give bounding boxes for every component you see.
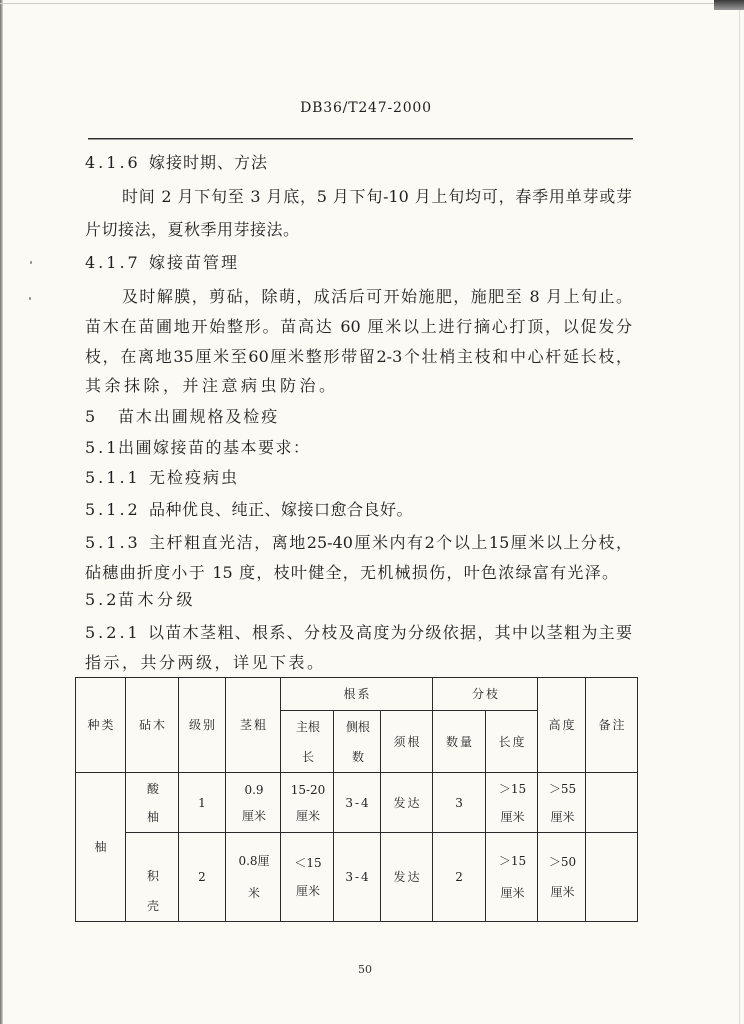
cell-main-root-length-text: 15-20厘米 [290, 782, 326, 823]
table-row [76, 833, 638, 922]
paragraph-line: 时间 2 月下旬至 3 月底，5 月下旬-10 月上旬均可，春季用单芽或芽 [122, 187, 632, 206]
cell-branch-length-text: ＞15厘米 [498, 854, 527, 900]
section-5-1-1-item [85, 467, 632, 489]
section-5-1-2-item [85, 499, 632, 521]
header-root-system: 根系 [281, 678, 433, 711]
cell-stem-diameter [226, 773, 281, 833]
section-title: 嫁接苗管理 [149, 253, 240, 272]
header-grade: 级别 [179, 678, 226, 773]
cell-fibrous-root: 发达 [381, 833, 433, 922]
header-main-root-length-label: 主根长 [295, 719, 320, 764]
cell-height [538, 773, 586, 833]
paragraph-line: 苗木在苗圃地开始整形。苗高达 60 厘米以上进行摘心打顶，以促发分 [85, 317, 632, 336]
page-number: 50 [358, 963, 372, 976]
cell-main-root-length-text: ＜15厘米 [294, 856, 322, 898]
table-row [76, 773, 638, 833]
cell-remarks [586, 773, 638, 833]
header-remarks: 备注 [586, 678, 638, 773]
section-title: 嫁接时期、方法 [149, 153, 269, 172]
cell-stem-diameter-text: 0.9厘米 [241, 782, 266, 823]
cell-branch-count: 2 [433, 833, 486, 922]
section-title: 苗木出圃规格及检疫 [118, 407, 280, 426]
cell-rootstock-text: 积壳 [146, 869, 159, 913]
section-number: 5 [85, 407, 99, 426]
paragraph-line: 及时解膜，剪砧，除萌，成活后可开始施肥，施肥至 8 月上旬止。 [122, 287, 632, 306]
paragraph-line: 主杆粗直光洁，离地25-40厘米内有2个以上15厘米以上分枝， [149, 533, 632, 552]
header-rootstock: 砧木 [126, 678, 179, 773]
cell-branch-count: 3 [433, 773, 486, 833]
cell-branch-length [486, 833, 538, 922]
header-species: 种类 [76, 678, 126, 773]
table-body [76, 678, 638, 922]
cell-fibrous-root: 发达 [381, 773, 433, 833]
section-number: 5.2.1 [85, 623, 141, 642]
scan-edge-top [0, 3, 744, 4]
section-4-1-6-heading [85, 152, 632, 174]
section-title: 出圃嫁接苗的基本要求： [118, 438, 311, 457]
section-number: 5.1.3 [85, 533, 141, 552]
cell-lateral-root-count: 3-4 [334, 773, 381, 833]
scan-speck [29, 297, 31, 300]
paragraph-line: 指示，共分两级，详见下表。 [85, 653, 326, 672]
cell-rootstock [126, 833, 179, 922]
section-4-1-7-heading [85, 252, 632, 274]
cell-grade: 1 [179, 773, 226, 833]
cell-branch-length-text: ＞15厘米 [498, 781, 527, 824]
paragraph-line: 其余抹除，并注意病虫防治。 [85, 376, 339, 395]
cell-rootstock-text: 酸柚 [146, 781, 159, 824]
cell-height [538, 833, 586, 922]
scan-corner-shadow [714, 0, 744, 10]
header-lateral-root-count-label: 侧根数 [345, 719, 370, 764]
cell-stem-diameter-text: 0.8厘米 [238, 854, 270, 900]
section-title: 无检疫病虫 [149, 468, 240, 487]
section-5-1-3-item [85, 532, 632, 554]
cell-height-text: ＞55厘米 [548, 781, 577, 824]
cell-grade: 2 [179, 833, 226, 922]
cell-species: 柚 [76, 773, 126, 922]
section-number: 5.1.1 [85, 468, 141, 487]
section-5-heading [85, 406, 632, 428]
paragraph-line: 砧穗曲折度小于 15 度，枝叶健全，无机械损伤，叶色浓绿富有光泽。 [85, 563, 618, 582]
cell-lateral-root-count: 3-4 [334, 833, 381, 922]
table-header-row [76, 678, 638, 711]
header-stem-diameter: 茎粗 [226, 678, 281, 773]
header-main-root-length [281, 711, 334, 773]
scan-edge-left [0, 0, 3, 1024]
section-number: 4.1.6 [85, 153, 141, 172]
header-branch-length: 长度 [486, 711, 538, 773]
seedling-grading-table [75, 677, 638, 922]
paragraph-line: 以苗木茎粗、根系、分枝及高度为分级依据，其中以茎粗为主要 [148, 623, 632, 642]
header-branch-count: 数量 [433, 711, 486, 773]
section-number: 4.1.7 [85, 253, 141, 272]
section-5-1-heading [85, 437, 632, 459]
section-title: 品种优良、纯正、嫁接口愈合良好。 [149, 500, 414, 519]
section-number: 5.1 [85, 438, 120, 457]
cell-main-root-length [281, 773, 334, 833]
section-5-2-1-item [85, 622, 632, 644]
cell-main-root-length [281, 833, 334, 922]
cell-branch-length [486, 773, 538, 833]
cell-height-text: ＞50厘米 [548, 855, 577, 899]
cell-rootstock [126, 773, 179, 833]
cell-remarks [586, 833, 638, 922]
document-code-header: DB36/T247-2000 [300, 100, 432, 116]
header-lateral-root-count [334, 711, 381, 773]
section-title: 苗木分级 [118, 590, 197, 609]
header-rule [88, 138, 633, 139]
cell-stem-diameter [226, 833, 281, 922]
section-5-2-heading [85, 589, 632, 611]
scan-speck [30, 261, 32, 264]
paragraph-line: 枝，在离地35厘米至60厘米整形带留2-3个壮梢主枝和中心杆延长枝， [85, 347, 632, 366]
section-number: 5.1.2 [85, 500, 141, 519]
paragraph-line: 片切接法，夏秋季用芽接法。 [85, 220, 300, 239]
header-height: 高度 [538, 678, 586, 773]
header-fibrous-root: 须根 [381, 711, 433, 773]
header-branching: 分枝 [433, 678, 538, 711]
section-number: 5.2 [85, 590, 120, 609]
scan-edge-right [739, 0, 740, 1024]
